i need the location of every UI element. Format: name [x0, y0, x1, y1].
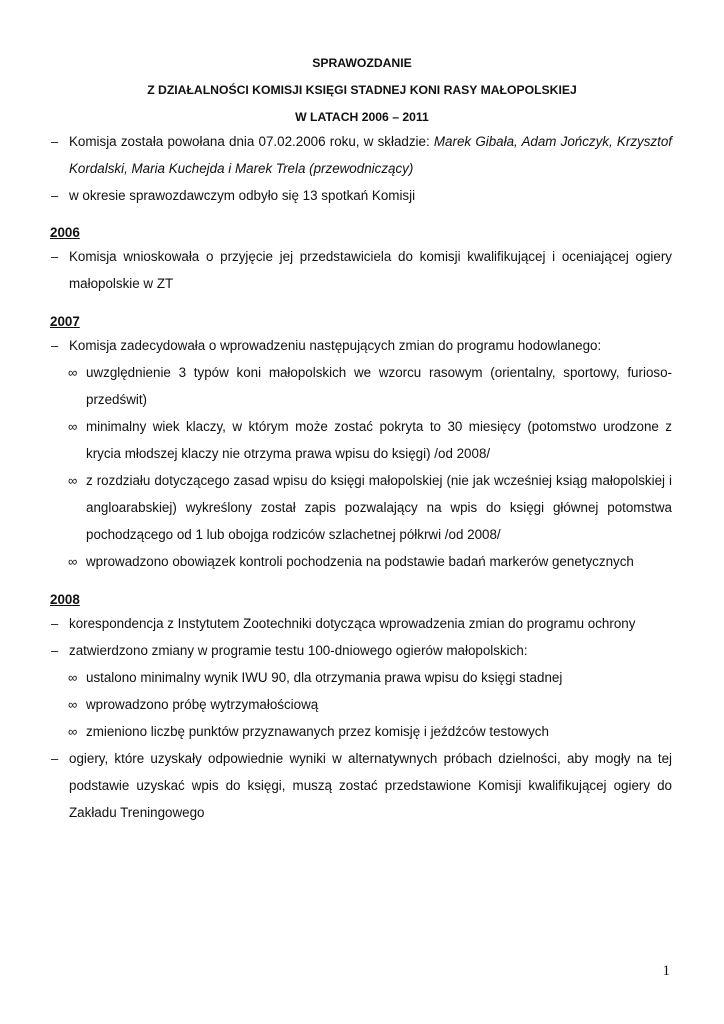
dash-marker: – [51, 249, 59, 264]
report-title [0, 50, 724, 131]
sub-list-item [50, 467, 672, 548]
list-item-text: zatwierdzono zmiany w programie testu 100-dniowego ogierów małopolskich: [69, 643, 528, 658]
list-item [50, 610, 672, 637]
title-line-2: Z DZIAŁALNOŚCI KOMISJI KSIĘGI STADNEJ KONI RASY MAŁOPOLSKIEJ [147, 83, 577, 97]
infinity-bullet-icon: ∞ [68, 419, 78, 434]
dash-marker: – [51, 643, 59, 658]
infinity-bullet-icon: ∞ [68, 670, 78, 685]
infinity-bullet-icon: ∞ [68, 724, 78, 739]
section-heading-2007: 2007 [50, 314, 80, 329]
section-heading-2008: 2008 [50, 592, 80, 607]
sub-item-text: z rozdziału dotyczącego zasad wpisu do księgi małopolskiej (nie jak wcześniej ksiąg małopolskiej i angloarabskiej) wykreślony został zapis pozwalający na wpis do księgi głównej potomstwa pochodzącego od 1 lub obojga rodziców szlachetnej półkrwi /od 2008/ [86, 473, 672, 542]
commission-members: Marek Gibała, Adam Jończyk, Krzysztof Kordalski, Maria Kuchejda i Marek Trela (przewodniczący) [69, 134, 672, 176]
sub-item-text: zmieniono liczbę punktów przyznawanych przez komisję i jeźdźców testowych [86, 724, 549, 739]
sub-list-item [50, 664, 672, 691]
sub-item-text: minimalny wiek klaczy, w którym może zostać pokryta to 30 miesięcy (potomstwo urodzone z krycia młodszej klaczy nie otrzyma prawa wpisu do księgi) /od 2008/ [86, 419, 672, 461]
sub-list-item [50, 548, 672, 575]
dash-marker: – [51, 134, 59, 149]
section-heading-2006: 2006 [50, 225, 80, 240]
dash-marker: – [51, 616, 59, 631]
dash-marker: – [51, 188, 59, 203]
title-line-1: SPRAWOZDANIE [312, 56, 412, 70]
list-item [50, 637, 672, 664]
intro-item-meetings [50, 182, 672, 209]
list-item-text: ogiery, które uzyskały odpowiednie wyniki w alternatywnych próbach dzielności, aby mogły na tej podstawie uzyskać wpis do księgi, muszą zostać przedstawione Komisji kwalifikującej ogiery do Zakładu Treningowego [69, 751, 672, 820]
infinity-bullet-icon: ∞ [68, 697, 78, 712]
list-item [50, 745, 672, 826]
sub-list-item [50, 359, 672, 413]
dash-marker: – [51, 338, 59, 353]
intro-item-commission [50, 128, 672, 182]
title-line-3: W LATACH 2006 – 2011 [295, 110, 429, 124]
infinity-bullet-icon: ∞ [68, 365, 78, 380]
list-item-text: korespondencja z Instytutem Zootechniki dotycząca wprowadzenia zmian do programu ochrony [69, 616, 636, 631]
sub-item-text: wprowadzono obowiązek kontroli pochodzenia na podstawie badań markerów genetycznych [86, 554, 634, 569]
list-item-text: Komisja wnioskowała o przyjęcie jej przedstawiciela do komisji kwalifikującej i oceniającej ogiery małopolskie w ZT [69, 249, 672, 291]
infinity-bullet-icon: ∞ [68, 554, 78, 569]
intro-item-text: w okresie sprawozdawczym odbyło się 13 spotkań Komisji [69, 188, 416, 203]
sub-list-item [50, 691, 672, 718]
infinity-bullet-icon: ∞ [68, 473, 78, 488]
dash-marker: – [51, 751, 59, 766]
sub-item-text: ustalono minimalny wynik IWU 90, dla otrzymania prawa wpisu do księgi stadnej [86, 670, 563, 685]
intro-item-text: Komisja została powołana dnia 07.02.2006 roku, w składzie: [69, 134, 434, 149]
list-item [50, 243, 672, 297]
sub-item-text: uwzględnienie 3 typów koni małopolskich we wzorcu rasowym (orientalny, sportowy, furioso-przedświt) [86, 365, 672, 407]
list-item [50, 332, 672, 359]
report-content [50, 128, 672, 826]
sub-item-text: wprowadzono próbę wytrzymałościową [86, 697, 319, 712]
sub-list-item [50, 413, 672, 467]
list-item-text: Komisja zadecydowała o wprowadzeniu następujących zmian do programu hodowlanego: [69, 338, 602, 353]
sub-list-item [50, 718, 672, 745]
page-number: 1 [662, 963, 670, 979]
